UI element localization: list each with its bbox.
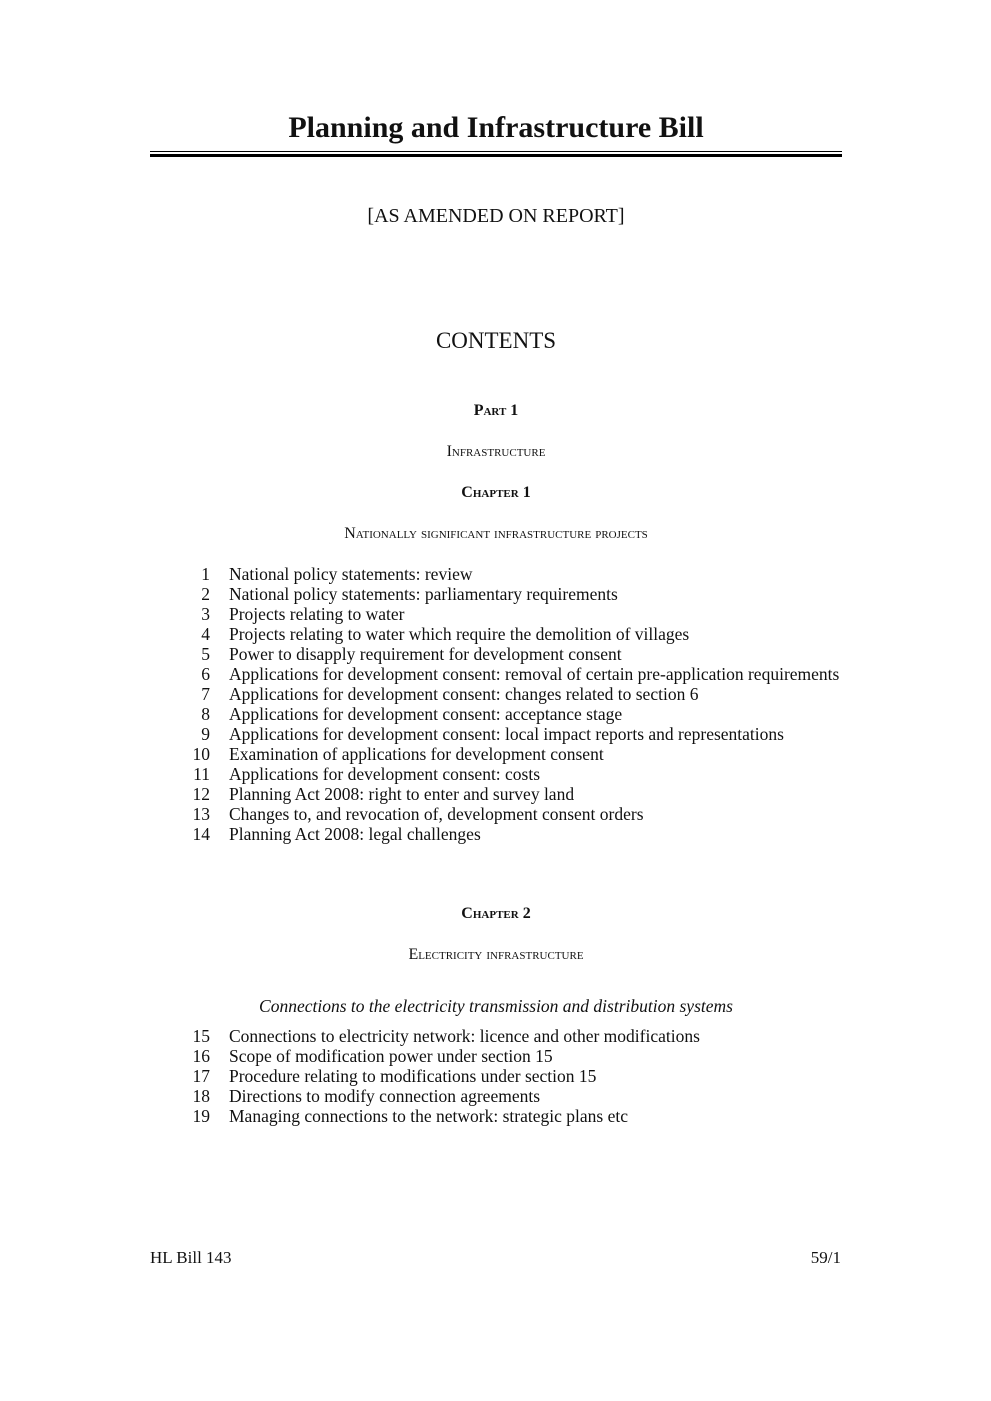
title-rule-thick xyxy=(150,154,842,157)
section-title: Applications for development consent: local impact reports and representations xyxy=(229,724,784,744)
section-number: 7 xyxy=(201,684,210,704)
contents-entry[interactable] xyxy=(150,1106,842,1126)
section-number: 4 xyxy=(201,624,210,644)
section-title: Applications for development consent: changes related to section 6 xyxy=(229,684,699,704)
section-number: 16 xyxy=(192,1046,210,1066)
section-number: 11 xyxy=(193,764,210,784)
chapter-2-label: Chapter 2 xyxy=(461,905,531,922)
contents-entry[interactable] xyxy=(150,764,842,784)
contents-entry[interactable] xyxy=(150,784,842,804)
contents-entry[interactable] xyxy=(150,1046,842,1066)
section-title: Examination of applications for development consent xyxy=(229,744,604,764)
section-title: Applications for development consent: acceptance stage xyxy=(229,704,623,724)
section-title: National policy statements: parliamentary requirements xyxy=(229,584,618,604)
section-title: Planning Act 2008: legal challenges xyxy=(229,824,481,844)
contents-entry[interactable] xyxy=(150,584,842,604)
contents-entry[interactable] xyxy=(150,684,842,704)
section-number: 14 xyxy=(192,824,210,844)
contents-entry[interactable] xyxy=(150,604,842,624)
contents-entry[interactable] xyxy=(150,704,842,724)
contents-entry[interactable] xyxy=(150,1086,842,1106)
chapter-1-label: Chapter 1 xyxy=(461,484,531,501)
contents-entry[interactable] xyxy=(150,804,842,824)
section-title: Changes to, and revocation of, development consent orders xyxy=(229,804,644,824)
chapter-2-contents-list xyxy=(150,1026,842,1126)
bill-reference: HL Bill 143 xyxy=(150,1248,232,1267)
contents-entry[interactable] xyxy=(150,664,842,684)
chapter-2-name: Electricity infrastructure xyxy=(408,946,584,963)
chapter-1-name: Nationally significant infrastructure projects xyxy=(344,525,648,542)
contents-entry[interactable] xyxy=(150,744,842,764)
section-title: Managing connections to the network: strategic plans etc xyxy=(229,1106,628,1126)
section-number: 1 xyxy=(201,564,210,584)
contents-entry[interactable] xyxy=(150,824,842,844)
section-number: 18 xyxy=(192,1086,210,1106)
section-number: 9 xyxy=(201,724,210,744)
section-title: Procedure relating to modifications under section 15 xyxy=(229,1066,597,1086)
contents-entry[interactable] xyxy=(150,724,842,744)
section-number: 3 xyxy=(201,604,210,624)
section-number: 8 xyxy=(201,704,210,724)
contents-heading: CONTENTS xyxy=(435,328,557,353)
section-title: Applications for development consent: costs xyxy=(229,764,541,784)
section-title: Planning Act 2008: right to enter and survey land xyxy=(229,784,575,804)
section-title: Scope of modification power under section 15 xyxy=(229,1046,553,1066)
page-reference: 59/1 xyxy=(810,1248,841,1267)
section-number: 5 xyxy=(201,644,210,664)
section-title: Connections to electricity network: licence and other modifications xyxy=(229,1026,700,1046)
contents-entry[interactable] xyxy=(150,644,842,664)
document-title: Planning and Infrastructure Bill xyxy=(288,111,704,144)
title-rule-thin xyxy=(150,151,842,152)
section-number: 12 xyxy=(192,784,210,804)
section-number: 19 xyxy=(192,1106,210,1126)
section-number: 15 xyxy=(192,1026,210,1046)
section-number: 2 xyxy=(201,584,210,604)
part-1-label: Part 1 xyxy=(473,402,519,419)
crossheading: Connections to the electricity transmission and distribution systems xyxy=(259,996,733,1016)
section-number: 17 xyxy=(192,1066,210,1086)
contents-entry[interactable] xyxy=(150,624,842,644)
section-number: 13 xyxy=(192,804,210,824)
section-number: 10 xyxy=(192,744,210,764)
contents-entry[interactable] xyxy=(150,564,842,584)
section-title: Projects relating to water xyxy=(229,604,405,624)
contents-entry[interactable] xyxy=(150,1026,842,1046)
amendment-status: [AS AMENDED ON REPORT] xyxy=(367,205,625,227)
section-title: Applications for development consent: removal of certain pre-application requirements xyxy=(229,664,840,684)
part-1-name: Infrastructure xyxy=(446,443,546,460)
section-title: National policy statements: review xyxy=(229,564,473,584)
section-title: Power to disapply requirement for development consent xyxy=(229,644,622,664)
contents-entry[interactable] xyxy=(150,1066,842,1086)
section-title: Projects relating to water which require the demolition of villages xyxy=(229,624,690,644)
chapter-1-contents-list xyxy=(150,564,842,844)
section-number: 6 xyxy=(201,664,210,684)
section-title: Directions to modify connection agreements xyxy=(229,1086,541,1106)
